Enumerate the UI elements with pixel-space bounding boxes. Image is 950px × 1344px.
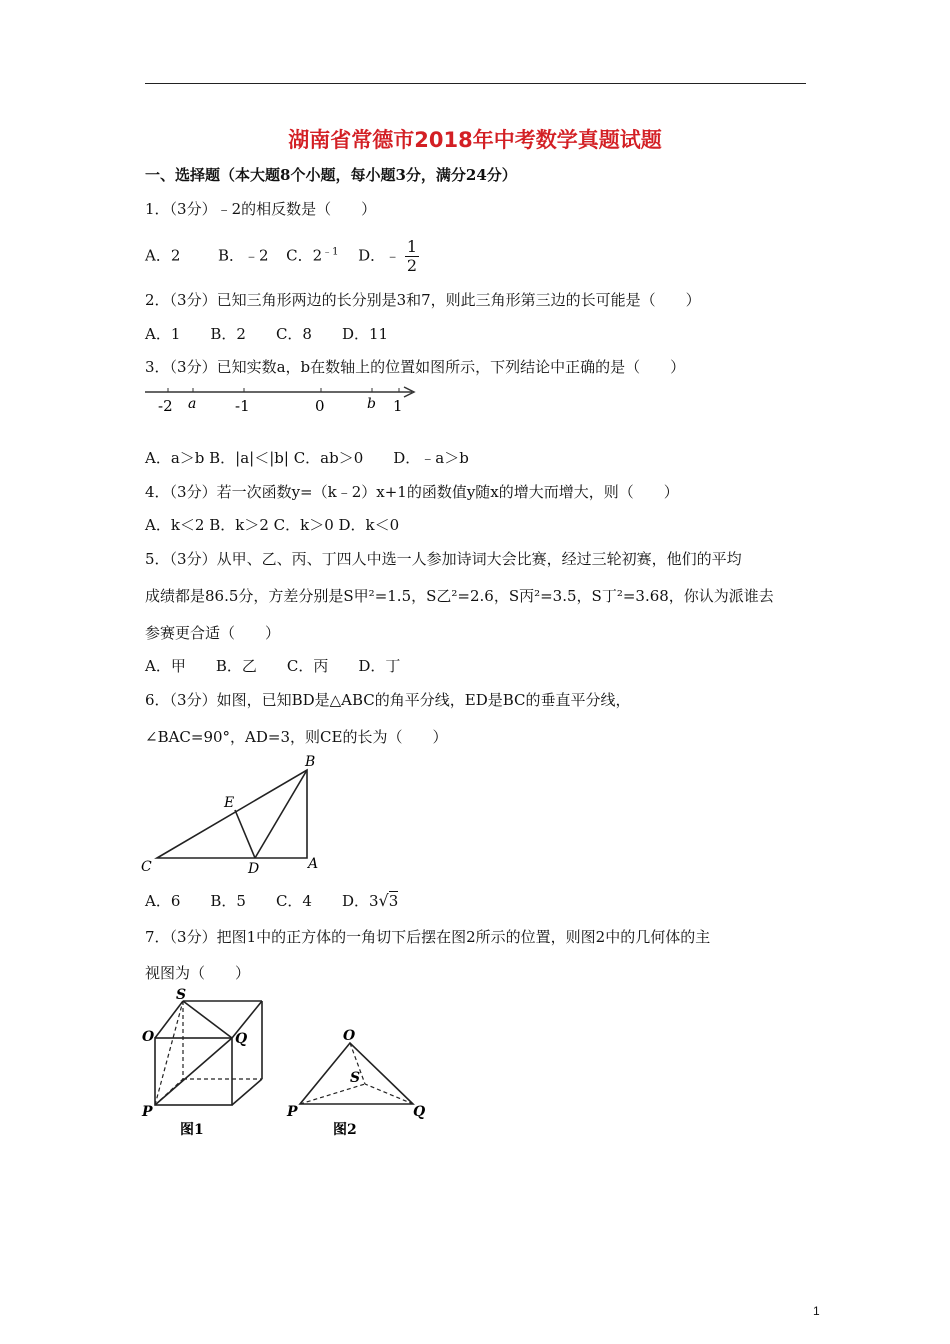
q1-options: [145, 238, 419, 275]
fig2-label-q: Q: [413, 1104, 426, 1120]
fig2-caption: 图2: [333, 1122, 357, 1138]
axis-label-neg2: -2: [158, 397, 173, 415]
q6-triangle-figure: [138, 752, 328, 877]
q5-line3: 参赛更合适（ ）: [145, 624, 281, 642]
fig6-label-c: C: [141, 859, 152, 875]
page-title: 湖南省常德市2018年中考数学真题试题: [288, 128, 662, 152]
axis-label-b: b: [367, 396, 376, 412]
fig6-label-e: E: [224, 795, 235, 811]
q1-fraction: [405, 238, 419, 275]
fig2-label-p: P: [287, 1104, 298, 1120]
q6-line2: ∠BAC=90°，AD=3，则CE的长为（ ）: [145, 728, 448, 746]
q6-options-text: A．6 B．5 C．4 D．3: [145, 892, 379, 910]
q1-option-a: A．2: [145, 246, 181, 265]
fig6-label-a: A: [308, 856, 319, 872]
fig2-label-o: O: [343, 1028, 356, 1044]
q1-option-d: D．﹣: [358, 246, 401, 265]
q5-line1: 5．（3分）从甲、乙、丙、丁四人中选一人参加诗词大会比赛，经过三轮初赛，他们的平均: [145, 550, 742, 568]
q6-options: [145, 890, 398, 911]
fig6-label-d: D: [248, 861, 260, 877]
q1-option-c: C．2: [286, 246, 323, 265]
q2-options: A．1 B．2 C．8 D．11: [145, 325, 389, 343]
page-number: 1: [813, 1304, 820, 1318]
fig1-label-s: S: [176, 987, 187, 1003]
q1-fraction-numerator: 1: [406, 237, 418, 256]
q1-option-c-exponent: ﹣1: [322, 246, 339, 258]
q4-stem: 4．（3分）若一次函数y=（k﹣2）x+1的函数值y随x的增大而增大，则（ ）: [145, 483, 679, 501]
q1-stem: 1．（3分）﹣2的相反数是（ ）: [145, 200, 377, 218]
fig2-label-s: S: [350, 1070, 361, 1086]
header-rule: [145, 83, 806, 84]
q3-options: A．a＞b B．|a|＜|b| C．ab＞0 D．﹣a＞b: [145, 449, 469, 467]
q3-number-line: [140, 378, 430, 418]
q7-figure1-cube: [138, 985, 273, 1143]
axis-label-zero: 0: [315, 397, 325, 415]
fig1-label-p: P: [142, 1104, 153, 1120]
q2-stem: 2．（3分）已知三角形两边的长分别是3和7，则此三角形第三边的长可能是（ ）: [145, 291, 701, 309]
axis-label-one: 1: [393, 397, 403, 415]
q1-option-b: B．﹣2: [217, 246, 269, 265]
q5-options: A．甲 B．乙 C．丙 D．丁: [145, 657, 401, 675]
axis-label-neg1: -1: [235, 397, 250, 415]
fig1-caption: 图1: [180, 1122, 204, 1138]
q3-stem: 3．（3分）已知实数a，b在数轴上的位置如图所示，下列结论中正确的是（ ）: [145, 358, 686, 376]
q7-figure2-solid: [283, 1020, 433, 1145]
q6-line1: 6．（3分）如图，已知BD是△ABC的角平分线，ED是BC的垂直平分线，: [145, 691, 631, 709]
q7-line1: 7．（3分）把图1中的正方体的一角切下后摆在图2所示的位置，则图2中的几何体的主: [145, 928, 711, 946]
fig1-label-q: Q: [235, 1031, 248, 1047]
q1-fraction-denominator: 2: [406, 256, 418, 275]
fig1-label-o: O: [142, 1029, 155, 1045]
fig6-label-b: B: [305, 754, 316, 770]
section-heading: 一、选择题（本大题8个小题，每小题3分，满分24分）: [145, 166, 517, 184]
sqrt-icon: √: [378, 891, 389, 910]
q7-line2: 视图为（ ）: [145, 964, 251, 982]
q4-options: A．k＜2 B．k＞2 C．k＞0 D．k＜0: [145, 516, 400, 534]
q6-sqrt-radicand: 3: [388, 892, 399, 910]
axis-label-a: a: [188, 396, 197, 412]
q5-line2: 成绩都是86.5分，方差分别是S甲²=1.5，S乙²=2.6，S丙²=3.5，S丁²=3.68，你认为派谁去: [145, 587, 774, 605]
